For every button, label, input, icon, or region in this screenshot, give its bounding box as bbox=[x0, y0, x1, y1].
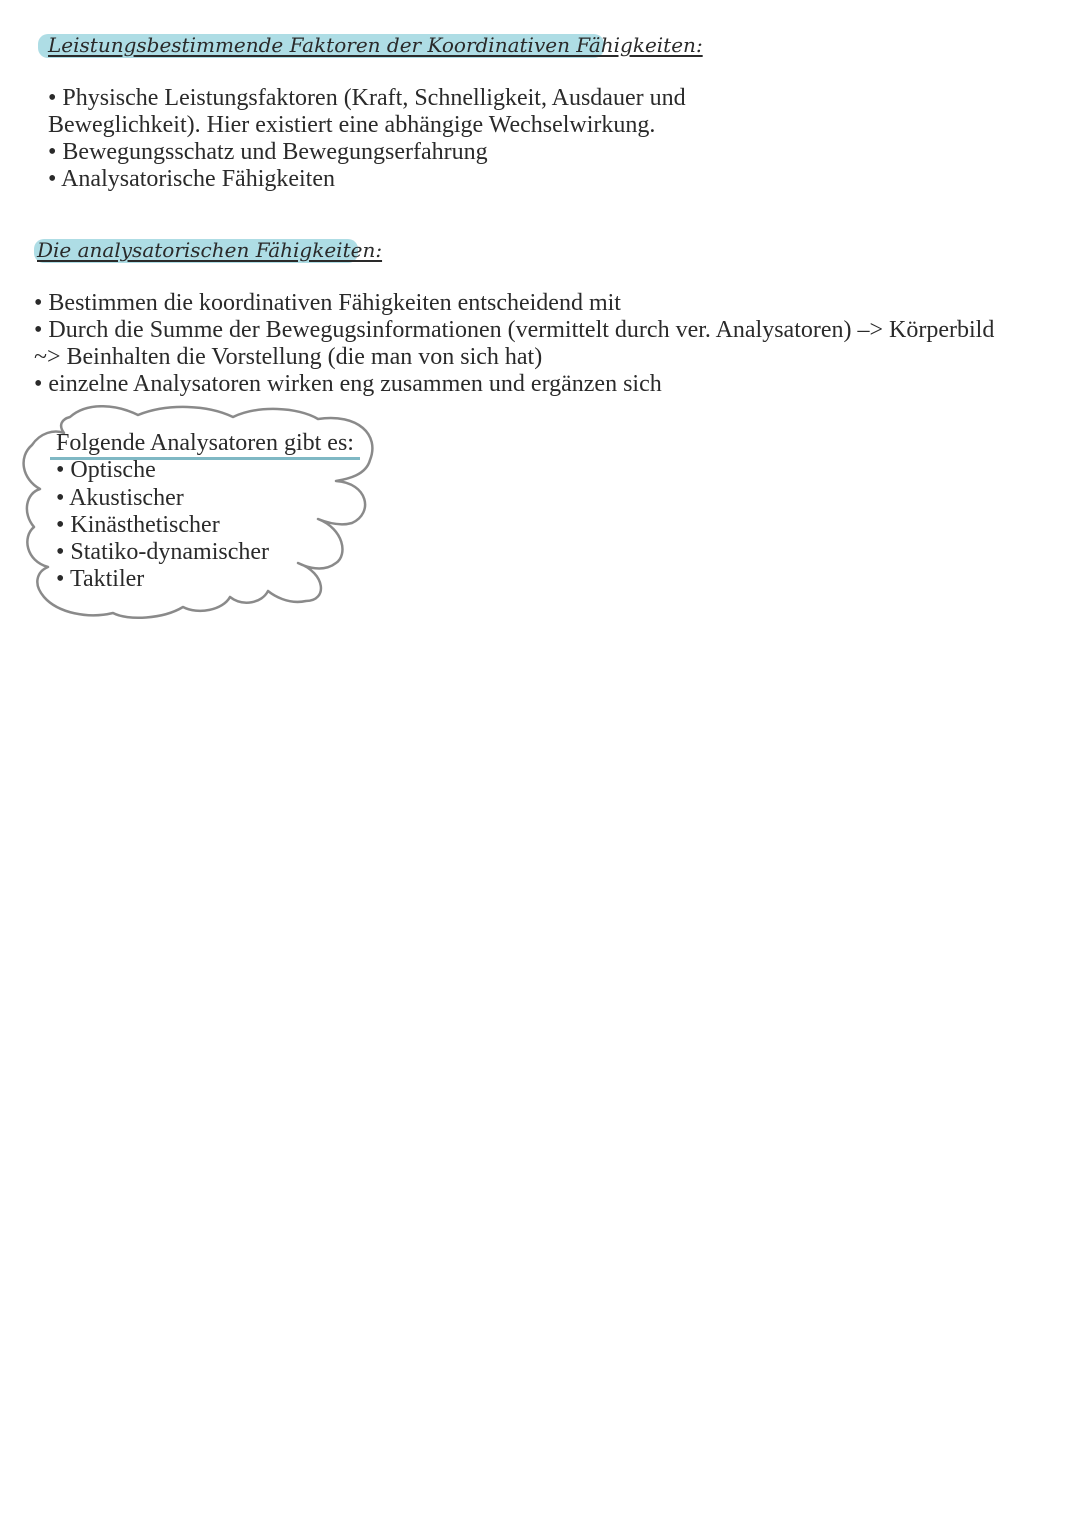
section2-body bbox=[34, 290, 994, 398]
text-line: • Durch die Summe der Bewegugsinformationen (vermittelt durch ver. Analysatoren) –> Körperbild bbox=[34, 317, 995, 343]
text-line: • Bestimmen die koordinativen Fähigkeiten entscheidend mit bbox=[34, 290, 621, 316]
list-item: • Akustischer bbox=[56, 484, 184, 511]
list-item: • Statiko-dynamischer bbox=[56, 539, 270, 566]
text-line: • Bewegungsschatz und Bewegungserfahrung bbox=[48, 139, 488, 165]
text-line: • Analysatorische Fähigkeiten bbox=[48, 166, 336, 192]
cloud-list bbox=[56, 430, 354, 594]
list-item: • Optische bbox=[56, 457, 156, 484]
cloud-title: Folgende Analysatoren gibt es: bbox=[56, 430, 354, 456]
list-item: • Kinästhetischer bbox=[56, 511, 220, 538]
list-item: • Taktiler bbox=[56, 566, 145, 593]
section1-body bbox=[48, 85, 686, 193]
section-heading-analysatorische-faehigkeiten: Die analysatorischen Fähigkeiten: bbox=[37, 238, 383, 262]
section-heading-leistungsbestimmende-faktoren: Leistungsbestimmende Faktoren der Koordinativen Fähigkeiten: bbox=[48, 33, 703, 57]
text-line: • einzelne Analysatoren wirken eng zusammen und ergänzen sich bbox=[34, 371, 662, 397]
text-line: • Physische Leistungsfaktoren (Kraft, Schnelligkeit, Ausdauer und bbox=[48, 85, 686, 111]
text-line: Beweglichkeit). Hier existiert eine abhängige Wechselwirkung. bbox=[48, 112, 656, 138]
text-line: ~> Beinhalten die Vorstellung (die man von sich hat) bbox=[34, 344, 543, 370]
